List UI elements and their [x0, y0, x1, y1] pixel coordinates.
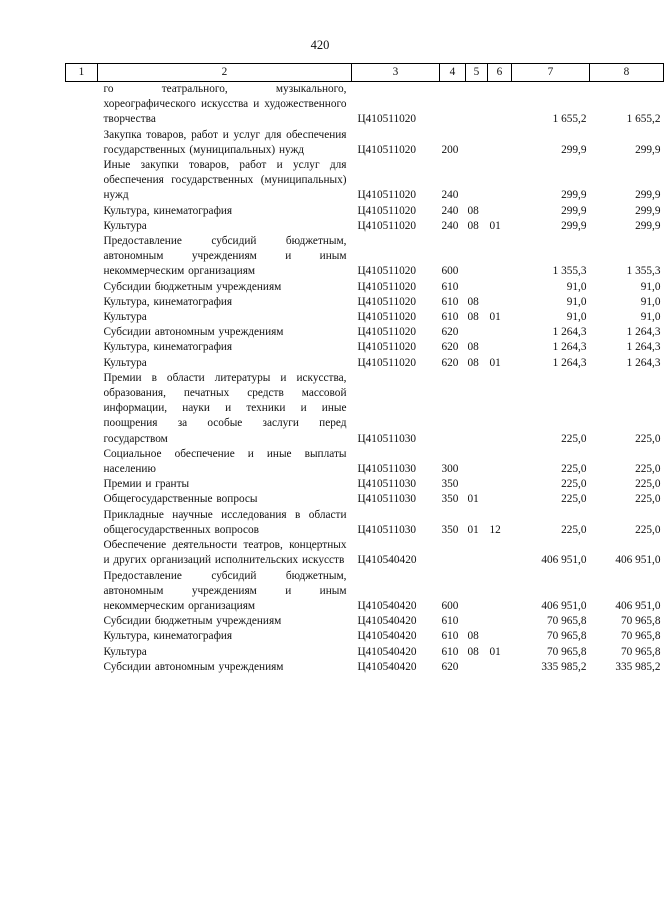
row-name: Прикладные научные исследования в области общегосударственных вопросов [103, 508, 347, 536]
cell-empty [66, 204, 98, 219]
cell-empty [66, 371, 98, 447]
row-value-1: 225,0 [561, 523, 587, 536]
row-pr [488, 128, 512, 158]
row-vr: 610 [441, 615, 459, 628]
row-code: Ц410540420 [357, 615, 417, 628]
row-vr: 610 [441, 645, 459, 658]
row-code: Ц410511020 [357, 219, 417, 232]
table-row [66, 614, 664, 629]
table-row [66, 477, 664, 492]
row-code: Ц410540420 [357, 599, 417, 612]
row-pr [488, 371, 512, 447]
row-code: Ц410511030 [357, 493, 417, 506]
table-row [66, 204, 664, 219]
header-cell: 6 [488, 64, 512, 82]
header-cell: 2 [98, 64, 352, 82]
row-code: Ц410511020 [357, 265, 417, 278]
table-row [66, 371, 664, 447]
table-row [66, 538, 664, 568]
row-name: Предоставление субсидий бюджетным, автономным учреждениям и иным некоммерческим организациям [103, 235, 347, 278]
row-vr: 610 [441, 630, 459, 643]
row-vr: 300 [441, 463, 459, 476]
row-pr [488, 447, 512, 477]
row-pr: 01 [489, 645, 501, 658]
row-code: Ц410511020 [357, 326, 417, 339]
cell-empty [66, 356, 98, 371]
table-row [66, 280, 664, 295]
row-value-2: 91,0 [640, 295, 661, 308]
row-name: Субсидии бюджетным учреждениям [103, 615, 282, 628]
table-row [66, 295, 664, 310]
row-vr [440, 538, 466, 568]
row-value-1: 225,0 [561, 493, 587, 506]
row-name: Иные закупки товаров, работ и услуг для обеспечения государственных (муниципальных) нужд [103, 159, 347, 202]
row-name: Социальное обеспечение и иные выплаты населению [103, 447, 347, 476]
row-code: Ц410511020 [357, 341, 417, 354]
row-rz: 08 [467, 219, 479, 232]
row-vr: 240 [441, 189, 459, 202]
row-value-1: 406 951,0 [541, 554, 587, 567]
table-row [66, 325, 664, 340]
row-vr: 620 [441, 341, 459, 354]
table-row [66, 660, 664, 675]
row-value-1: 91,0 [566, 295, 587, 308]
table-row [66, 645, 664, 660]
row-value-1: 70 965,8 [546, 630, 587, 643]
row-name: Обеспечение деятельности театров, концертных и других организаций исполнительских искусств [103, 539, 347, 567]
cell-empty [66, 219, 98, 234]
row-code: Ц410511030 [357, 478, 417, 491]
row-name: го театрального, музыкального, хореографического искусства и художественного творчества [103, 83, 347, 126]
row-value-1: 299,9 [561, 219, 587, 232]
row-value-1: 299,9 [561, 189, 587, 202]
row-value-2: 91,0 [640, 280, 661, 293]
row-value-2: 225,0 [635, 493, 661, 506]
row-value-2: 225,0 [635, 523, 661, 536]
table-row [66, 234, 664, 280]
row-rz [466, 660, 488, 675]
row-code: Ц410540420 [357, 630, 417, 643]
row-name: Субсидии автономным учреждениям [103, 326, 284, 339]
row-name: Субсидии бюджетным учреждениям [103, 280, 282, 293]
header-cell: 1 [66, 64, 98, 82]
row-rz: 01 [467, 523, 479, 536]
table-row [66, 219, 664, 234]
row-value-2: 1 264,3 [626, 326, 661, 339]
table-body [66, 82, 664, 675]
header-cell: 5 [466, 64, 488, 82]
row-value-1: 70 965,8 [546, 615, 587, 628]
row-rz: 08 [467, 295, 479, 308]
row-rz: 08 [467, 204, 479, 217]
row-code: Ц410540420 [357, 660, 417, 673]
cell-empty [66, 508, 98, 538]
row-code: Ц410511030 [357, 463, 417, 476]
row-code: Ц410511020 [357, 280, 417, 293]
row-value-2: 70 965,8 [620, 615, 661, 628]
row-name: Общегосударственные вопросы [103, 493, 258, 506]
table-row [66, 508, 664, 538]
row-vr: 350 [441, 478, 459, 491]
row-pr: 01 [489, 219, 501, 232]
header-cell: 7 [512, 64, 590, 82]
row-pr [488, 660, 512, 675]
row-rz [466, 569, 488, 615]
row-value-1: 1 264,3 [552, 341, 587, 354]
row-value-1: 91,0 [566, 311, 587, 324]
row-name: Культура [103, 311, 147, 324]
table-row [66, 447, 664, 477]
row-pr [488, 295, 512, 310]
row-code: Ц410511020 [357, 204, 417, 217]
row-vr: 610 [441, 311, 459, 324]
row-name: Закупка товаров, работ и услуг для обеспечения государственных (муниципальных) нужд [103, 128, 347, 156]
row-name: Культура, кинематография [103, 204, 233, 217]
row-rz [466, 477, 488, 492]
row-value-1: 91,0 [566, 280, 587, 293]
cell-empty [66, 645, 98, 660]
header-cell: 4 [440, 64, 466, 82]
row-rz [466, 158, 488, 204]
row-rz [466, 371, 488, 447]
table-row [66, 310, 664, 325]
cell-empty [66, 340, 98, 355]
row-pr [488, 629, 512, 644]
row-value-2: 299,9 [635, 219, 661, 232]
row-name: Премии и гранты [103, 478, 190, 491]
row-value-1: 1 264,3 [552, 326, 587, 339]
row-vr: 350 [441, 493, 459, 506]
row-code: Ц410511030 [357, 432, 417, 445]
row-value-2: 1 264,3 [626, 341, 661, 354]
table-row [66, 340, 664, 355]
row-rz [466, 280, 488, 295]
row-code: Ц410540420 [357, 645, 417, 658]
row-value-2: 1 355,3 [626, 265, 661, 278]
cell-empty [66, 447, 98, 477]
row-value-2: 225,0 [635, 432, 661, 445]
row-value-2: 70 965,8 [620, 645, 661, 658]
row-vr [440, 82, 466, 128]
row-rz [466, 538, 488, 568]
table-header-row [66, 64, 664, 82]
row-rz: 08 [467, 630, 479, 643]
row-value-2: 70 965,8 [620, 630, 661, 643]
row-vr: 240 [441, 219, 459, 232]
cell-empty [66, 325, 98, 340]
table-row [66, 82, 664, 128]
row-pr [488, 280, 512, 295]
row-pr [488, 492, 512, 507]
row-value-2: 1 264,3 [626, 356, 661, 369]
row-value-1: 406 951,0 [541, 599, 587, 612]
row-code: Ц410511020 [357, 311, 417, 324]
row-value-2: 225,0 [635, 478, 661, 491]
cell-empty [66, 538, 98, 568]
row-value-1: 299,9 [561, 143, 587, 156]
page-number: 420 [310, 38, 330, 52]
row-value-2: 225,0 [635, 463, 661, 476]
row-value-2: 1 655,2 [626, 113, 661, 126]
row-pr [488, 340, 512, 355]
cell-empty [66, 82, 98, 128]
row-name: Культура [103, 219, 147, 232]
row-value-2: 335 985,2 [615, 660, 661, 673]
row-name: Премии в области литературы и искусства, образования, печатных средств массовой информации, науки и техники и иные поощрения за особые заслуги перед государством [103, 371, 347, 445]
cell-empty [66, 128, 98, 158]
cell-empty [66, 280, 98, 295]
row-vr: 600 [441, 265, 459, 278]
row-rz [466, 234, 488, 280]
row-rz: 08 [467, 645, 479, 658]
row-pr [488, 204, 512, 219]
cell-empty [66, 158, 98, 204]
row-vr: 200 [441, 143, 459, 156]
row-value-2: 299,9 [635, 143, 661, 156]
row-vr: 620 [441, 356, 459, 369]
row-value-1: 1 655,2 [552, 113, 587, 126]
row-vr: 240 [441, 204, 459, 217]
row-pr [488, 234, 512, 280]
row-vr: 350 [441, 523, 459, 536]
row-vr: 610 [441, 280, 459, 293]
row-pr [488, 325, 512, 340]
row-value-1: 335 985,2 [541, 660, 587, 673]
row-rz: 08 [467, 311, 479, 324]
row-pr [488, 158, 512, 204]
row-pr [488, 614, 512, 629]
row-value-1: 299,9 [561, 204, 587, 217]
row-value-1: 225,0 [561, 432, 587, 445]
row-value-2: 406 951,0 [615, 599, 661, 612]
row-value-2: 406 951,0 [615, 554, 661, 567]
budget-table [65, 63, 664, 675]
row-vr [440, 371, 466, 447]
cell-empty [66, 569, 98, 615]
header-cell: 3 [352, 64, 440, 82]
row-value-2: 91,0 [640, 311, 661, 324]
table-row [66, 569, 664, 615]
table-row [66, 629, 664, 644]
cell-empty [66, 629, 98, 644]
row-pr [488, 82, 512, 128]
row-rz [466, 614, 488, 629]
row-rz [466, 82, 488, 128]
row-rz [466, 128, 488, 158]
row-name: Культура, кинематография [103, 341, 233, 354]
row-name: Культура, кинематография [103, 295, 233, 308]
cell-empty [66, 492, 98, 507]
cell-empty [66, 295, 98, 310]
row-value-1: 1 355,3 [552, 265, 587, 278]
row-code: Ц410511020 [357, 295, 417, 308]
row-code: Ц410511020 [357, 189, 417, 202]
row-rz [466, 447, 488, 477]
row-rz: 08 [467, 356, 479, 369]
row-code: Ц410511020 [357, 113, 417, 126]
cell-empty [66, 660, 98, 675]
row-name: Предоставление субсидий бюджетным, автономным учреждениям и иным некоммерческим организациям [103, 569, 347, 612]
row-value-2: 299,9 [635, 204, 661, 217]
row-value-1: 225,0 [561, 478, 587, 491]
row-vr: 620 [441, 660, 459, 673]
row-value-1: 1 264,3 [552, 356, 587, 369]
row-pr [488, 538, 512, 568]
header-cell: 8 [590, 64, 664, 82]
cell-empty [66, 614, 98, 629]
row-rz: 01 [467, 493, 479, 506]
table-row [66, 356, 664, 371]
row-name: Культура, кинематография [103, 630, 233, 643]
row-pr [488, 569, 512, 615]
row-vr: 620 [441, 326, 459, 339]
row-name: Культура [103, 356, 147, 369]
table-row [66, 158, 664, 204]
row-rz: 08 [467, 341, 479, 354]
row-code: Ц410511020 [357, 356, 417, 369]
row-pr: 01 [489, 311, 501, 324]
row-value-1: 225,0 [561, 463, 587, 476]
table-row [66, 492, 664, 507]
row-value-2: 299,9 [635, 189, 661, 202]
row-name: Субсидии автономным учреждениям [103, 660, 284, 673]
row-pr: 01 [489, 356, 501, 369]
cell-empty [66, 310, 98, 325]
row-code: Ц410511020 [357, 143, 417, 156]
cell-empty [66, 234, 98, 280]
row-rz [466, 325, 488, 340]
cell-empty [66, 477, 98, 492]
table-row [66, 128, 664, 158]
row-vr: 610 [441, 295, 459, 308]
row-code: Ц410511030 [357, 523, 417, 536]
row-pr: 12 [489, 523, 501, 536]
row-value-1: 70 965,8 [546, 645, 587, 658]
row-code: Ц410540420 [357, 554, 417, 567]
row-name: Культура [103, 645, 147, 658]
row-vr: 600 [441, 599, 459, 612]
row-pr [488, 477, 512, 492]
